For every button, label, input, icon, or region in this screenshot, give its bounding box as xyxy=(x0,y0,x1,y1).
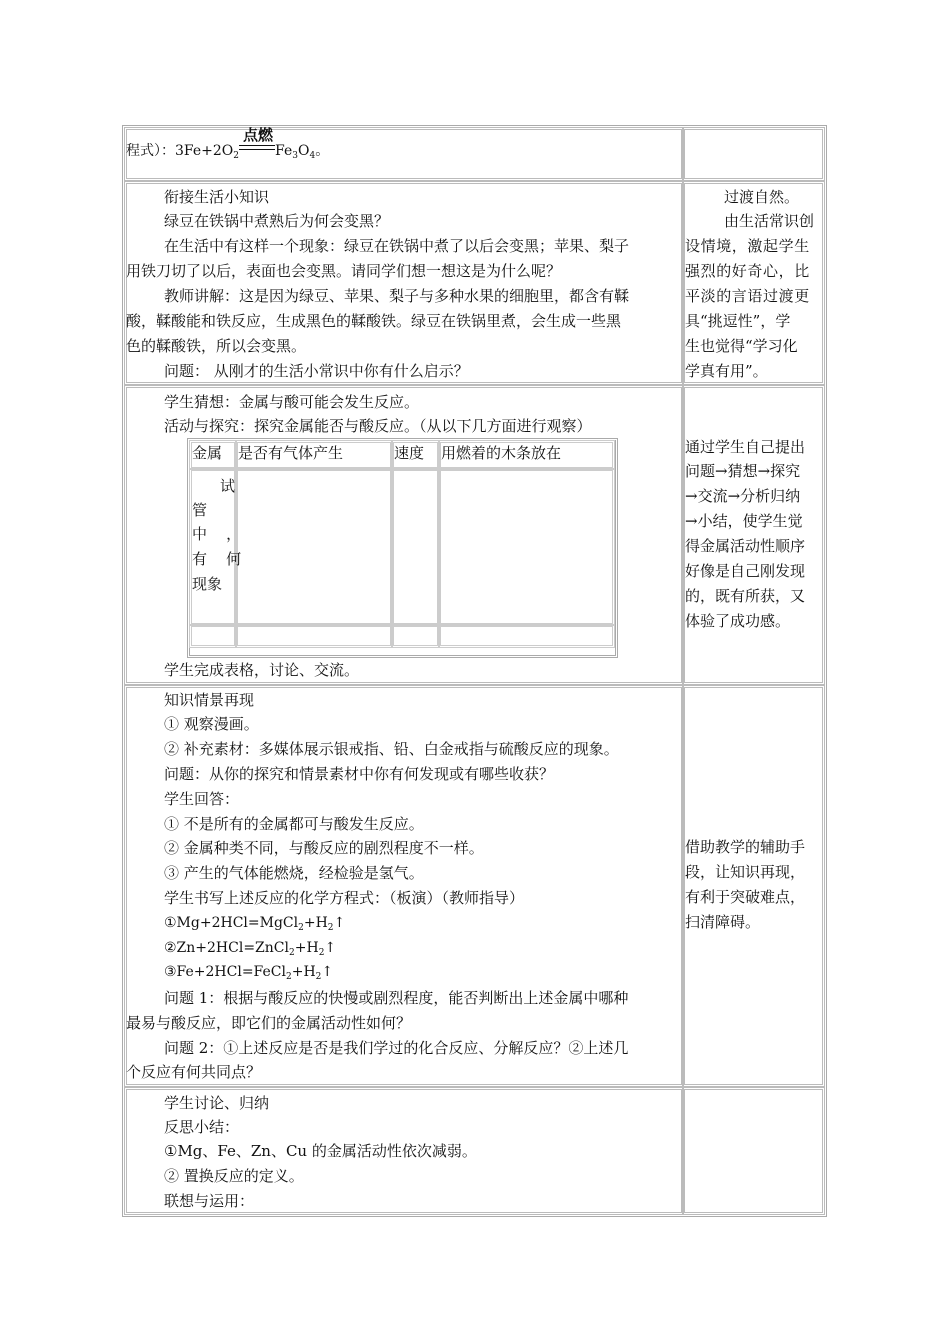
row2-right-1: 由生活常识创 xyxy=(724,212,815,230)
row2-right-7: 学真有用”。 xyxy=(685,362,768,380)
equation-prefix: 程式）：3Fe+2O xyxy=(126,143,234,159)
obs-cell-b1 xyxy=(235,468,393,626)
obs-cell-b2 xyxy=(391,468,440,626)
row2-line-5: 酸，鞣酸能和铁反应，生成黑色的鞣酸铁。绿豆在铁锅里煮，会生成一些黑 xyxy=(126,312,622,330)
row3-right-3: →小结，使学生觉 xyxy=(685,512,803,530)
row2-line-0: 衔接生活小知识 xyxy=(164,188,270,206)
row5-line-1: 反思小结： xyxy=(164,1118,240,1136)
obs-cell-f2 xyxy=(391,624,440,648)
question2-line1: 问题 2：①上述反应是否是我们学过的化合反应、分解反应？②上述几 xyxy=(164,1039,629,1057)
row1-right-cell xyxy=(682,127,825,181)
student-guess: 学生猜想：金属与酸可能会发生反应。 xyxy=(164,393,420,411)
row4-line-1: ① 观察漫画。 xyxy=(164,715,259,733)
side-label-0: 试 xyxy=(220,477,236,495)
side-label-3: 有 何 xyxy=(192,550,242,568)
row3-right-cell xyxy=(682,385,825,685)
product-o: O xyxy=(297,143,310,159)
obs-header-splint: 用燃着的木条放在 xyxy=(441,444,562,462)
obs-cell-f1 xyxy=(235,624,393,648)
row5-line-2: ①Mg、Fe、Zn、Cu 的金属活动性依次减弱。 xyxy=(164,1142,477,1160)
row4-line-5: ① 不是所有的金属都可与酸发生反应。 xyxy=(164,815,424,833)
row2-line-7: 问题： 从刚才的生活小常识中你有什么启示？ xyxy=(164,362,469,380)
equation-mg: $①Mg+2HCl=MgCl_2+H_2↑$ xyxy=(164,915,346,933)
ignite-condition: 点燃 xyxy=(243,126,274,144)
obs-cell-f3 xyxy=(438,624,615,648)
row5-line-0: 学生讨论、归纳 xyxy=(164,1094,270,1112)
row3-right-5: 好像是自己刚发现 xyxy=(685,562,806,580)
row2-right-0: 过渡自然。 xyxy=(724,188,800,206)
row3-right-0: 通过学生自己提出 xyxy=(685,438,806,456)
row2-line-2: 在生活中有这样一个现象：绿豆在铁锅中煮了以后会变黑；苹果、梨子 xyxy=(164,237,630,255)
equals-sign-lower xyxy=(239,149,275,150)
row4-line-8: 学生书写上述反应的化学方程式：（板演）（教师指导） xyxy=(164,889,525,907)
row4-right-1: 段，让知识再现， xyxy=(685,863,806,881)
equation-fe: $③Fe+2HCl=FeCl_2+H_2↑$ xyxy=(164,964,334,982)
side-label-4: 现象 xyxy=(192,575,223,593)
row2-right-2: 设情境，激起学生 xyxy=(685,237,810,255)
row3-right-7: 体验了成功感。 xyxy=(685,612,791,630)
row2-line-3: 用铁刀切了以后，表面也会变黑。请同学们想一想这是为什么呢？ xyxy=(126,262,562,280)
row4-right-0: 借助教学的辅助手 xyxy=(685,838,806,856)
question1-line2: 最易与酸反应，即它们的金属活动性如何？ xyxy=(126,1014,412,1032)
row5-line-3: ② 置换反应的定义。 xyxy=(164,1167,304,1185)
equation-zn: $②Zn+2HCl=ZnCl_2+H_2↑$ xyxy=(164,940,337,958)
question2-line2: 个反应有何共同点？ xyxy=(126,1063,262,1081)
product-fe: Fe xyxy=(275,143,293,159)
fe-subscript: 3 xyxy=(292,151,298,161)
question1-line1: 问题 1：根据与酸反应的快慢或剧烈程度，能否判断出上述金属中哪种 xyxy=(164,989,629,1007)
row4-right-2: 有利于突破难点， xyxy=(685,888,806,906)
obs-cell-f0 xyxy=(189,624,237,648)
student-complete: 学生完成表格，讨论、交流。 xyxy=(164,661,360,679)
row3-right-1: 问题→猜想→探究 xyxy=(685,462,801,480)
row4-right-cell xyxy=(682,685,825,1087)
row3-right-6: 的，既有所获，又 xyxy=(685,587,806,605)
obs-header-metal: 金属 xyxy=(192,444,223,462)
o2-subscript: 2 xyxy=(233,151,239,161)
row2-line-4: 教师讲解：这是因为绿豆、苹果、梨子与多种水果的细胞里，都含有鞣 xyxy=(164,287,630,305)
row3-right-2: →交流→分析归纳 xyxy=(685,487,801,505)
row4-line-4: 学生回答： xyxy=(164,790,240,808)
row4-line-7: ③ 产生的气体能燃烧，经检验是氢气。 xyxy=(164,864,424,882)
row2-line-1: 绿豆在铁锅中煮熟后为何会变黑？ xyxy=(164,212,390,230)
row2-right-4: 平淡的言语过渡更 xyxy=(685,287,810,305)
activity-inquiry: 活动与探究：探究金属能否与酸反应。（从以下几方面进行观察） xyxy=(164,417,592,435)
row2-right-3: 强烈的好奇心，比 xyxy=(685,262,810,280)
row5-line-4: 联想与运用： xyxy=(164,1192,255,1210)
row2-right-5: 具“挑逗性”，学 xyxy=(685,312,791,330)
row2-right-6: 生也觉得“学习化 xyxy=(685,337,798,355)
obs-header-speed: 速度 xyxy=(394,444,425,462)
equation-fe-o2 xyxy=(126,126,330,166)
obs-header-gas: 是否有气体产生 xyxy=(238,444,344,462)
o4-subscript: 4 xyxy=(309,151,316,161)
row4-line-2: ② 补充素材：多媒体展示银戒指、铅、白金戒指与硫酸反应的现象。 xyxy=(164,740,619,758)
obs-cell-b3 xyxy=(438,468,615,626)
side-label-1: 管 xyxy=(192,501,208,519)
row3-right-4: 得金属活动性顺序 xyxy=(685,537,806,555)
row4-line-3: 问题：从你的探究和情景素材中你有何发现或有哪些收获？ xyxy=(164,765,555,783)
row5-right-cell xyxy=(682,1087,825,1215)
row4-line-6: ② 金属种类不同，与酸反应的剧烈程度不一样。 xyxy=(164,839,484,857)
row4-line-0: 知识情景再现 xyxy=(164,691,255,709)
equation-end: 。 xyxy=(315,143,330,159)
equals-sign xyxy=(239,145,275,146)
side-label-2: 中 ， xyxy=(192,525,242,543)
row2-line-6: 色的鞣酸铁，所以会变黑。 xyxy=(126,337,307,355)
row4-right-3: 扫清障碍。 xyxy=(685,913,761,931)
